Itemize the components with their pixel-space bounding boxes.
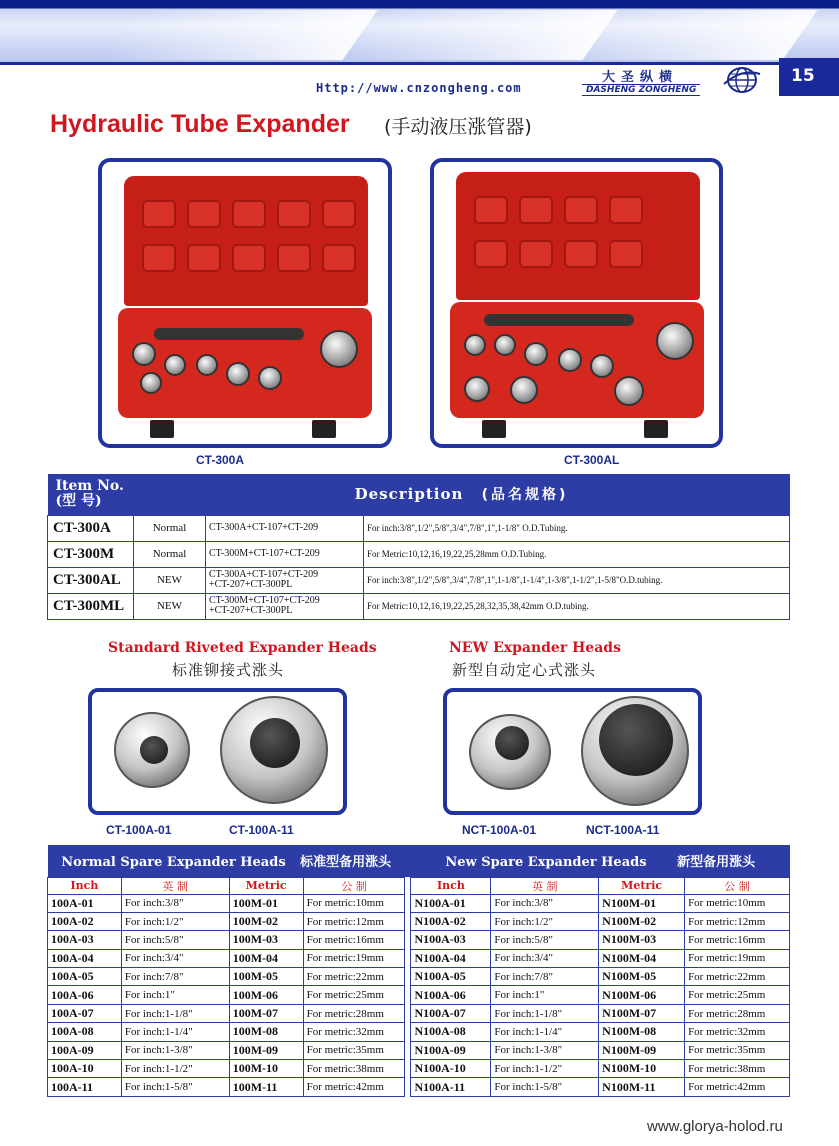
inch-size: For inch:1-3/8" — [121, 1041, 229, 1059]
case-cell — [277, 200, 311, 228]
case-cell — [564, 240, 598, 268]
new-metric-code: N100M-03 — [599, 931, 685, 949]
case-cell — [609, 240, 643, 268]
new-spare-title — [411, 845, 790, 877]
new-metric-code: N100M-10 — [599, 1060, 685, 1078]
expander-head — [258, 366, 282, 390]
new-inch-size: For inch:3/4" — [491, 949, 599, 967]
new-inch-size: For inch:1-5/8" — [491, 1078, 599, 1096]
inch-code: 100A-05 — [48, 968, 122, 986]
case-cell — [609, 196, 643, 224]
case-cell — [232, 200, 266, 228]
inch-size: For inch:3/8" — [121, 894, 229, 912]
expander-head — [226, 362, 250, 386]
new-metric-size: For metric:38mm — [685, 1060, 790, 1078]
combo-line: CT-300M+CT-107+CT-209 — [209, 595, 320, 606]
new-metric-code: N100M-07 — [599, 1004, 685, 1022]
new-metric-code: N100M-08 — [599, 1023, 685, 1041]
new-metric-code: N100M-02 — [599, 912, 685, 930]
table-row — [48, 567, 790, 593]
tube-cutter — [656, 322, 694, 360]
case-cell — [322, 200, 356, 228]
table-row — [48, 931, 790, 949]
case-cell — [474, 196, 508, 224]
head-cap — [599, 704, 673, 776]
header-line — [0, 62, 780, 65]
inch-size: For inch:3/4" — [121, 949, 229, 967]
case-latch — [312, 420, 336, 438]
standard-heads-title: Standard Riveted Expander Heads — [108, 640, 377, 656]
header-url[interactable]: Http://www.cnzongheng.com — [316, 81, 522, 95]
item-combo — [206, 567, 364, 593]
table-row — [48, 986, 790, 1004]
new-inch-size: For inch:1" — [491, 986, 599, 1004]
inch-size: For inch:1" — [121, 986, 229, 1004]
new-metric-size: For metric:25mm — [685, 986, 790, 1004]
item-header — [48, 474, 134, 515]
col-inch-cn: 英 制 — [121, 877, 229, 894]
item-no: CT-300AL — [48, 567, 134, 593]
brand-name-en: DASHENG ZONGHENG — [582, 84, 700, 96]
new-inch-size: For inch:1-3/8" — [491, 1041, 599, 1059]
case-cell — [142, 200, 176, 228]
metric-size: For metric:22mm — [303, 968, 405, 986]
metric-size: For metric:38mm — [303, 1060, 405, 1078]
combo-line: CT-300A+CT-107+CT-209 — [209, 522, 319, 533]
metric-code: 100M-06 — [229, 986, 303, 1004]
case-latch — [482, 420, 506, 438]
inch-size: For inch:1/2" — [121, 912, 229, 930]
item-no: CT-300A — [48, 515, 134, 541]
new-metric-size: For metric:19mm — [685, 949, 790, 967]
description-header-en: Description — [354, 485, 464, 504]
spare-title-row — [48, 845, 790, 877]
spare-heads-table — [47, 845, 790, 1097]
page-title: Hydraulic Tube Expander — [50, 110, 350, 138]
new-metric-size: For metric:12mm — [685, 912, 790, 930]
head-cap — [250, 718, 300, 768]
inch-code: 100A-01 — [48, 894, 122, 912]
head-caption: CT-100A-11 — [229, 823, 294, 837]
table-row — [48, 515, 790, 541]
new-metric-code: N100M-01 — [599, 894, 685, 912]
standard-heads-photo — [88, 688, 347, 815]
item-spec: For inch:3/8",1/2",5/8",3/4",7/8",1",1-1/8" O.D.Tubing. — [364, 515, 790, 541]
new-spare-title-en: New Spare Expander Heads — [445, 855, 647, 871]
table-row — [48, 1078, 790, 1096]
new-inch-code: N100A-05 — [411, 968, 491, 986]
inch-code: 100A-08 — [48, 1023, 122, 1041]
new-inch-code: N100A-08 — [411, 1023, 491, 1041]
expander-head — [164, 354, 186, 376]
inch-code: 100A-11 — [48, 1078, 122, 1096]
new-inch-size: For inch:1-1/2" — [491, 1060, 599, 1078]
table-row — [48, 912, 790, 930]
expander-head — [132, 342, 156, 366]
new-inch-code: N100A-06 — [411, 986, 491, 1004]
item-spec: For inch:3/8",1/2",5/8",3/4",7/8",1",1-1/8",1-1/4",1-3/8",1-1/2",1-5/8"O.D.tubing. — [364, 567, 790, 593]
expander-head-nct-100a-01 — [469, 714, 551, 790]
header-band — [0, 0, 839, 62]
combo-line: CT-300A+CT-107+CT-209 — [209, 569, 319, 580]
normal-spare-title-cn: 标准型备用涨头 — [300, 855, 392, 871]
metric-size: For metric:32mm — [303, 1023, 405, 1041]
case-cell — [277, 244, 311, 272]
case-cell — [519, 240, 553, 268]
item-no: CT-300M — [48, 541, 134, 567]
inch-code: 100A-04 — [48, 949, 122, 967]
head-cap — [495, 726, 529, 760]
case-lid — [124, 176, 368, 306]
inch-code: 100A-09 — [48, 1041, 122, 1059]
inch-size: For inch:1-1/4" — [121, 1023, 229, 1041]
case-latch — [150, 420, 174, 438]
col-inch-cn: 英 制 — [491, 877, 599, 894]
expander-head — [524, 342, 548, 366]
metric-code: 100M-08 — [229, 1023, 303, 1041]
expander-head-ct-100a-11 — [220, 696, 328, 804]
expander-head-ct-100a-01 — [114, 712, 190, 788]
new-metric-size: For metric:42mm — [685, 1078, 790, 1096]
new-inch-code: N100A-11 — [411, 1078, 491, 1096]
description-table — [47, 474, 790, 620]
item-header-cn: (型 号) — [55, 493, 102, 510]
metric-code: 100M-05 — [229, 968, 303, 986]
table-row — [48, 949, 790, 967]
table-row — [48, 593, 790, 619]
case-cell — [187, 244, 221, 272]
item-spec: For Metric:10,12,16,19,22,25,28mm O.D.Tubing. — [364, 541, 790, 567]
new-metric-size: For metric:10mm — [685, 894, 790, 912]
description-header — [134, 474, 790, 515]
inch-size: For inch:7/8" — [121, 968, 229, 986]
combo-line-2: +CT-207+CT-300PL — [209, 605, 293, 616]
spare-body — [48, 894, 790, 1096]
expander-head — [558, 348, 582, 372]
description-header-cn: (品名规格) — [481, 487, 569, 504]
metric-code: 100M-02 — [229, 912, 303, 930]
combo-line: CT-300M+CT-107+CT-209 — [209, 548, 320, 559]
col-metric-cn: 公 制 — [303, 877, 405, 894]
new-metric-size: For metric:35mm — [685, 1041, 790, 1059]
table-row — [48, 1023, 790, 1041]
expander-head — [464, 334, 486, 356]
new-inch-size: For inch:3/8" — [491, 894, 599, 912]
header-stripe — [102, 10, 377, 60]
combo-line-2: +CT-207+CT-300PL — [209, 579, 293, 590]
new-metric-size: For metric:22mm — [685, 968, 790, 986]
case-cell — [564, 196, 598, 224]
table-row — [48, 1004, 790, 1022]
inch-code: 100A-07 — [48, 1004, 122, 1022]
metric-code: 100M-07 — [229, 1004, 303, 1022]
new-metric-code: N100M-11 — [599, 1078, 685, 1096]
metric-code: 100M-03 — [229, 931, 303, 949]
metric-code: 100M-01 — [229, 894, 303, 912]
new-inch-size: For inch:1/2" — [491, 912, 599, 930]
photo-ct-300al — [430, 158, 723, 448]
new-inch-code: N100A-01 — [411, 894, 491, 912]
head-caption: NCT-100A-11 — [586, 823, 660, 837]
case-cell — [322, 244, 356, 272]
expander-head — [590, 354, 614, 378]
expander-head — [614, 376, 644, 406]
col-metric-cn: 公 制 — [685, 877, 790, 894]
inch-code: 100A-06 — [48, 986, 122, 1004]
item-combo — [206, 541, 364, 567]
case-cell — [474, 240, 508, 268]
metric-code: 100M-10 — [229, 1060, 303, 1078]
table-row — [48, 1041, 790, 1059]
metric-size: For metric:35mm — [303, 1041, 405, 1059]
new-inch-size: For inch:1-1/8" — [491, 1004, 599, 1022]
new-inch-code: N100A-09 — [411, 1041, 491, 1059]
new-heads-title: NEW Expander Heads — [449, 640, 621, 656]
photo-caption: CT-300AL — [564, 453, 620, 467]
new-heads-title-cn: 新型自动定心式涨头 — [452, 661, 597, 679]
head-caption: CT-100A-01 — [106, 823, 172, 837]
new-inch-code: N100A-02 — [411, 912, 491, 930]
new-inch-code: N100A-07 — [411, 1004, 491, 1022]
item-combo — [206, 515, 364, 541]
table-row — [48, 894, 790, 912]
inch-size: For inch:1-1/2" — [121, 1060, 229, 1078]
head-cap — [140, 736, 168, 764]
metric-size: For metric:28mm — [303, 1004, 405, 1022]
inch-size: For inch:5/8" — [121, 931, 229, 949]
page-number: 15 — [779, 58, 839, 96]
expander-head — [510, 376, 538, 404]
metric-size: For metric:12mm — [303, 912, 405, 930]
item-spec: For Metric:10,12,16,19,22,25,28,32,35,38,42mm O.D.tubing. — [364, 593, 790, 619]
metric-size: For metric:42mm — [303, 1078, 405, 1096]
case-lid — [456, 172, 700, 300]
col-metric: Metric — [599, 877, 685, 894]
col-inch: Inch — [48, 877, 122, 894]
new-inch-size: For inch:1-1/4" — [491, 1023, 599, 1041]
new-inch-code: N100A-10 — [411, 1060, 491, 1078]
col-metric: Metric — [229, 877, 303, 894]
new-inch-size: For inch:5/8" — [491, 931, 599, 949]
standard-heads-title-cn: 标准铆接式涨头 — [172, 661, 285, 679]
metric-size: For metric:16mm — [303, 931, 405, 949]
expander-head — [464, 376, 490, 402]
header-stripe — [542, 10, 817, 60]
metric-size: For metric:19mm — [303, 949, 405, 967]
tube-cutter — [320, 330, 358, 368]
expander-head-nct-100a-11 — [581, 696, 689, 806]
case-cell — [519, 196, 553, 224]
globe-logo-icon — [722, 64, 762, 96]
case-latch — [644, 420, 668, 438]
metric-code: 100M-04 — [229, 949, 303, 967]
normal-spare-title — [48, 845, 405, 877]
page-title-cn: (手动液压涨管器) — [384, 116, 532, 138]
item-no: CT-300ML — [48, 593, 134, 619]
col-inch: Inch — [411, 877, 491, 894]
new-metric-size: For metric:16mm — [685, 931, 790, 949]
metric-code: 100M-09 — [229, 1041, 303, 1059]
inch-code: 100A-03 — [48, 931, 122, 949]
normal-spare-title-en: Normal Spare Expander Heads — [61, 855, 286, 871]
photo-caption: CT-300A — [196, 453, 245, 467]
photo-ct-300a — [98, 158, 392, 448]
expander-tool — [154, 328, 304, 340]
item-header-en: Item No. — [55, 478, 124, 495]
case-cell — [232, 244, 266, 272]
head-caption: NCT-100A-01 — [462, 823, 537, 837]
new-metric-size: For metric:28mm — [685, 1004, 790, 1022]
table-row — [48, 1060, 790, 1078]
item-type: NEW — [134, 593, 206, 619]
new-metric-size: For metric:32mm — [685, 1023, 790, 1041]
expander-head — [196, 354, 218, 376]
expander-head — [140, 372, 162, 394]
table-row — [48, 968, 790, 986]
case-cell — [187, 200, 221, 228]
new-metric-code: N100M-04 — [599, 949, 685, 967]
new-metric-code: N100M-05 — [599, 968, 685, 986]
new-spare-title-cn: 新型备用涨头 — [677, 855, 756, 871]
inch-size: For inch:1-1/8" — [121, 1004, 229, 1022]
new-metric-code: N100M-09 — [599, 1041, 685, 1059]
description-header-row — [48, 474, 790, 515]
metric-size: For metric:10mm — [303, 894, 405, 912]
case-cell — [142, 244, 176, 272]
spare-column-header-row — [48, 877, 790, 894]
new-inch-size: For inch:7/8" — [491, 968, 599, 986]
item-type: NEW — [134, 567, 206, 593]
new-inch-code: N100A-04 — [411, 949, 491, 967]
metric-size: For metric:25mm — [303, 986, 405, 1004]
item-combo — [206, 593, 364, 619]
inch-code: 100A-02 — [48, 912, 122, 930]
new-metric-code: N100M-06 — [599, 986, 685, 1004]
inch-code: 100A-10 — [48, 1060, 122, 1078]
brand-name-cn: 大圣纵横 — [602, 70, 679, 85]
expander-head — [494, 334, 516, 356]
metric-code: 100M-11 — [229, 1078, 303, 1096]
item-type: Normal — [134, 515, 206, 541]
item-type: Normal — [134, 541, 206, 567]
new-inch-code: N100A-03 — [411, 931, 491, 949]
inch-size: For inch:1-5/8" — [121, 1078, 229, 1096]
expander-tool — [484, 314, 634, 326]
table-row — [48, 541, 790, 567]
footer-url[interactable]: www.glorya-holod.ru — [647, 1118, 783, 1135]
new-heads-photo — [443, 688, 702, 815]
